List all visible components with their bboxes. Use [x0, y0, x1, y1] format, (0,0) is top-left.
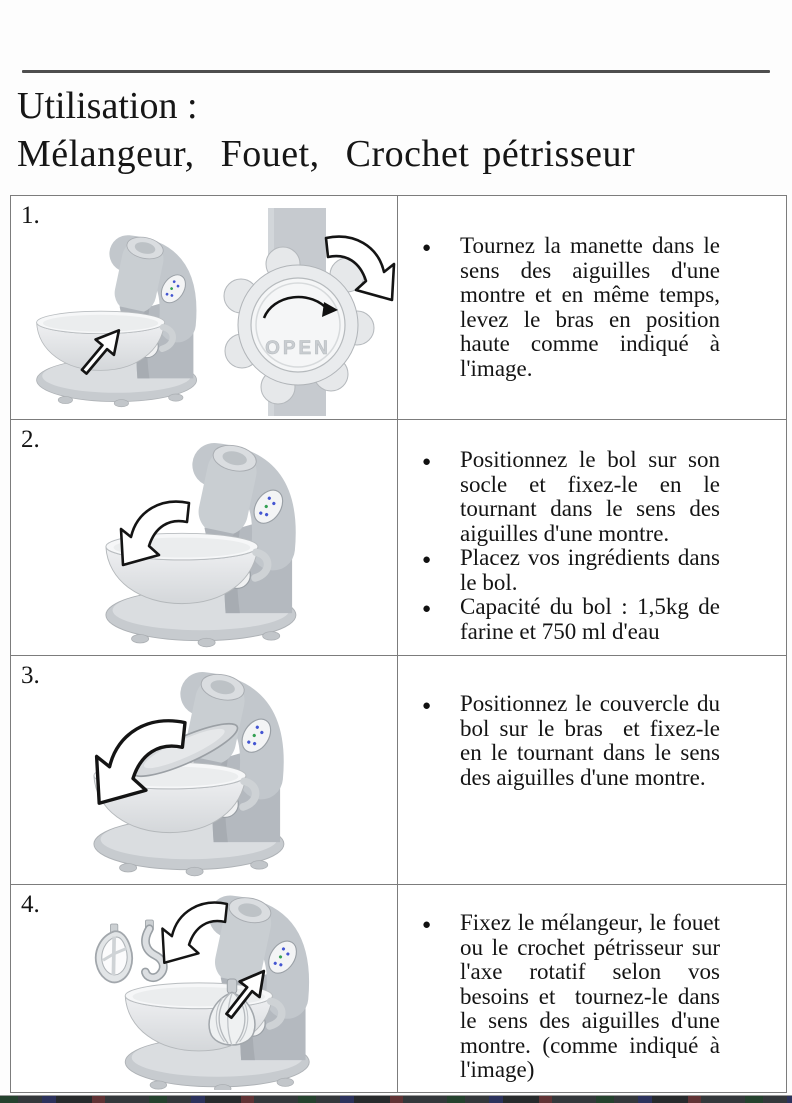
instruction-text: Placez vos ingrédients dans le bol. [460, 545, 726, 595]
open-knob-detail [224, 208, 394, 416]
mixer-bowl-placement-illustration [13, 423, 396, 653]
instruction-text: Positionnez le couvercle du bol sur le bras et fixez-le en le tournant dans le sens des aiguilles d'une montre. [460, 691, 726, 790]
instruction-bullet [422, 594, 726, 644]
step-4-illustration-cell [11, 885, 398, 1092]
bullet-icon: ● [422, 601, 432, 617]
mixer-arm-raised-illustration [13, 206, 396, 418]
bullet-icon: ● [422, 698, 432, 714]
instruction-text: Fixez le mélangeur, le fouet ou le crochet pétrisseur sur l'axe rotatif selon vos besoins et tournez-le dans le sens des aiguilles d'une montre. (comme indiqué à l'image) [460, 910, 726, 1082]
header-rule [22, 70, 770, 73]
bullet-icon: ● [422, 917, 432, 933]
step-3-instructions [398, 656, 786, 885]
instruction-table [10, 195, 787, 1093]
step-number: 4. [21, 891, 40, 918]
scalloped-knob [224, 247, 374, 404]
instruction-text: Positionnez le bol sur son socle et fixez-le en le tournant dans le sens des aiguilles d'une montre. [460, 447, 726, 546]
instruction-bullet [422, 691, 726, 790]
bullet-list [422, 233, 726, 381]
mixer-attachments-illustration [13, 886, 396, 1090]
bullet-list [422, 910, 726, 1083]
page-title [17, 82, 792, 178]
instruction-bullet [422, 545, 726, 595]
step-1-illustration-cell [11, 196, 398, 420]
step-1-instructions [398, 196, 786, 420]
flat-beater-attachment-shape [96, 924, 132, 982]
step-3-illustration-cell [11, 656, 398, 885]
bullet-list [422, 691, 726, 790]
bullet-icon: ● [422, 454, 432, 470]
page-title-line2: Mélangeur, Fouet, Crochet pétrisseur [17, 133, 636, 175]
step-number: 3. [21, 662, 40, 689]
step-number: 2. [21, 426, 40, 453]
bullet-icon: ● [422, 240, 432, 256]
instruction-text: Tournez la manette dans le sens des aiguilles d'une montre et en même temps, levez le bras en position haute comme indiqué à l'image. [460, 233, 726, 381]
page-title-line1: Utilisation : [17, 85, 198, 127]
step-number: 1. [21, 202, 40, 229]
dough-hook-attachment-shape [145, 920, 163, 978]
step-4-instructions [398, 885, 786, 1092]
instruction-bullet [422, 233, 726, 381]
instruction-text: Capacité du bol : 1,5kg de farine et 750 ml d'eau [460, 594, 726, 644]
bullet-icon: ● [422, 552, 432, 568]
step-2-illustration-cell [11, 420, 398, 656]
mixer-lid-placement-illustration [13, 658, 396, 883]
bullet-list [422, 447, 726, 644]
step-2-instructions [398, 420, 786, 656]
instruction-bullet [422, 447, 726, 546]
instruction-bullet [422, 910, 726, 1083]
open-knob-label: OPEN [265, 338, 331, 359]
